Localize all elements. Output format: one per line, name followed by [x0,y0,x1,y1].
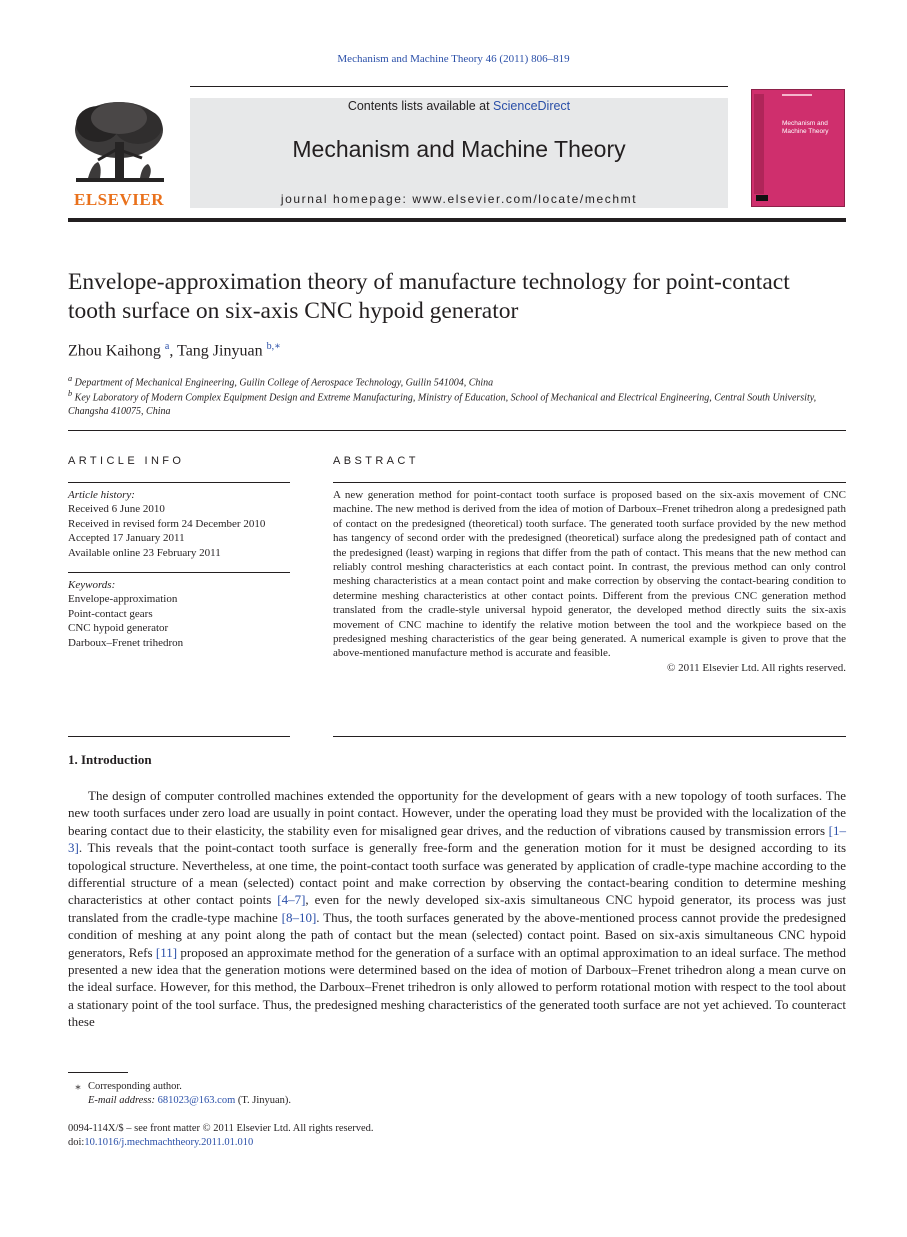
footnote-mark: ⁎ [75,1081,81,1092]
journal-cover-thumbnail[interactable] [751,89,845,207]
section-heading-introduction: 1. Introduction [68,752,152,767]
body-text: . Thus, the tooth surfaces generated by the above-mentioned process cannot provide the predesigned condition of meshing at any point along the path of contact but the mean (selected) contact point. Based on six-axis simultaneous CNC hypoid generators, Refs [68,909,846,960]
introduction-paragraph [68,787,846,1031]
affiliation-text: Department of Mechanical Engineering, Guilin College of Aerospace Technology, Guilin 541004, China [74,377,494,389]
affiliation-text: Key Laboratory of Modern Complex Equipment Design and Extreme Manufacturing, Ministry of Education, School of Mechanical and Electrical Engineering, Central South University, Changsha 410075, China [68,392,817,418]
body-text: . This reveals that the point-contact tooth surface is generally free-form and the generation motion for it must be designed according to its topological structure. Nevertheless, at one time, the point-contact tooth surface was generated by application of cradle-type machine according to the differential structure of a mean (selected) contact point and make correction by observing the contact-bearing condition to determine meshing characteristics at other contact points [68,840,846,908]
abstract-body [333,488,846,675]
keyword-item: Envelope-approximation [68,593,178,606]
elsevier-tree-icon [68,98,170,190]
journal-homepage[interactable]: journal homepage: www.elsevier.com/locate/mechmt [280,192,638,206]
keyword-item: CNC hypoid generator [68,622,169,635]
author-affiliation-mark[interactable]: a [164,341,170,352]
cover-strip [754,94,764,194]
cover-publisher-mark [756,195,768,201]
article-history [68,488,290,560]
body-text: , even for the newly developed six-axis simultaneous CNC hypoid generator, its process was just translated from the cradle-type machine [68,892,846,925]
header-rule [68,218,846,222]
doi-link[interactable]: 10.1016/j.mechmachtheory.2011.01.010 [84,1137,254,1148]
keywords-label: Keywords: [68,579,116,591]
email-suffix: (T. Jinyuan). [235,1095,292,1106]
abstract-heading: ABSTRACT [333,455,419,467]
reference-link[interactable]: [1–3] [68,822,846,856]
reference-link[interactable]: [8–10] [281,909,317,925]
journal-masthead [190,98,728,208]
title-block-rule [68,430,846,431]
history-item: Received 6 June 2010 [68,503,165,516]
keyword-list [68,578,290,650]
affiliation-mark: a [68,374,73,383]
doi-line [68,1136,568,1150]
footnote-rule [68,1072,128,1073]
history-label: Article history: [68,489,135,501]
article-info-rule [68,572,290,573]
article-info-heading: ARTICLE INFO [68,455,185,467]
body-text: The design of computer controlled machines extended the opportunity for the development of gears with a new topology of tooth surfaces. The new tooth surfaces under zero load are usually in point contact. However, under the operating load they must be provided with the localization of the bearing contact due to their elasticity, the stability even for misaligned gear drives, and the reduction of vibrations caused by transmission errors [68,788,846,838]
contents-line [190,99,728,113]
header-top-rule [190,86,728,87]
article-info-rule [68,736,290,737]
abstract-text: A new generation method for point-contact tooth surface is proposed based on the six-axis movement of CNC machine. The new method is derived from the idea of motion of Darboux–Frenet trihedron along a predesigned path of contact on the predesigned (theoretical) tooth surface. The generated tooth surface provided by the new method has tangency of second order with the predesigned (theoretical) surface along the predesigned path of contact and the predesigned (least) warping in regions that differ from the path of contact. This means that the new method can reliably control meshing characteristics at each contact point. In contrast, the previous method can only control meshing characteristics at a mean contact point and make correction by observing the contact-bearing condition to determine meshing characteristics at other contact points. Different from the previous CNC generation method translated from the cradle-style universal hypoid generator, the developed method directly suits the six-axis movement of CNC machine to identify the relative motion between the tool and the workpiece based on the predesigned meshing characteristics of the gear being generated. A numerical example is given to prove that the above-mentioned manufacture method is accurate and feasible. [333,489,846,660]
article-title: Envelope-approximation theory of manufacture technology for point-contact tooth surface on six-axis CNC hypoid generator [68,269,790,324]
affiliation-mark: b [68,389,73,398]
footnote-line [68,1080,568,1094]
journal-name: Mechanism and Machine Theory [292,136,626,162]
history-item: Accepted 17 January 2011 [68,532,185,545]
author-name: Zhou Kaihong [68,342,161,360]
elsevier-wordmark: ELSEVIER [74,190,164,209]
sciencedirect-link[interactable]: ScienceDirect [493,99,571,113]
article-info-rule [68,482,290,483]
body-text: proposed an approximate method for the generation of a surface with an optimal approximation to an ideal surface. The method presented a new idea that the generation motions were determined based on the idea of motion of Darboux–Frenet trihedron along a mean curve on the ideal surface. However, for this method, the Darboux–Frenet trihedron is only allowed to perform rotational motion with respect to the tool about a stationary point of the tool surface. Thus, the predesigned meshing characteristics of the generated tooth surface are not yet achieved. To counteract these [68,944,847,1030]
elsevier-logo[interactable] [68,98,170,210]
cover-title: Mechanism and Machine Theory [782,120,829,135]
email-label: E-mail address: [88,1095,158,1106]
history-item: Available online 23 February 2011 [68,546,221,559]
abstract-copyright: © 2011 Elsevier Ltd. All rights reserved. [666,661,846,674]
reference-link[interactable]: [4–7] [277,892,306,908]
author-name: Tang Jinyuan [177,342,263,360]
email-link[interactable]: 681023@163.com [157,1095,236,1106]
abstract-rule [333,482,846,483]
legal-footer [68,1122,568,1150]
corresponding-author-footnote [68,1080,568,1108]
author-list [68,341,281,360]
reference-link[interactable]: [11] [155,944,178,960]
issn-line: 0094-114X/$ – see front matter © 2011 Elsevier Ltd. All rights reserved. [68,1123,374,1134]
doi-label: doi: [68,1137,85,1148]
keyword-item: Darboux–Frenet trihedron [68,636,184,649]
footnote-text: Corresponding author. [88,1081,182,1092]
affiliation-b [68,387,846,419]
author-affiliation-mark[interactable]: b,∗ [266,341,281,352]
footnote-email-line [68,1094,568,1108]
history-item: Received in revised form 24 December 2010 [68,517,266,530]
keyword-item: Point-contact gears [68,607,153,620]
abstract-rule [333,736,846,737]
journal-citation-link[interactable]: Mechanism and Machine Theory 46 (2011) 806–819 [337,53,570,65]
contents-prefix: Contents lists available at [347,99,494,113]
author-separator: , [169,342,178,360]
cover-bar [782,94,812,96]
